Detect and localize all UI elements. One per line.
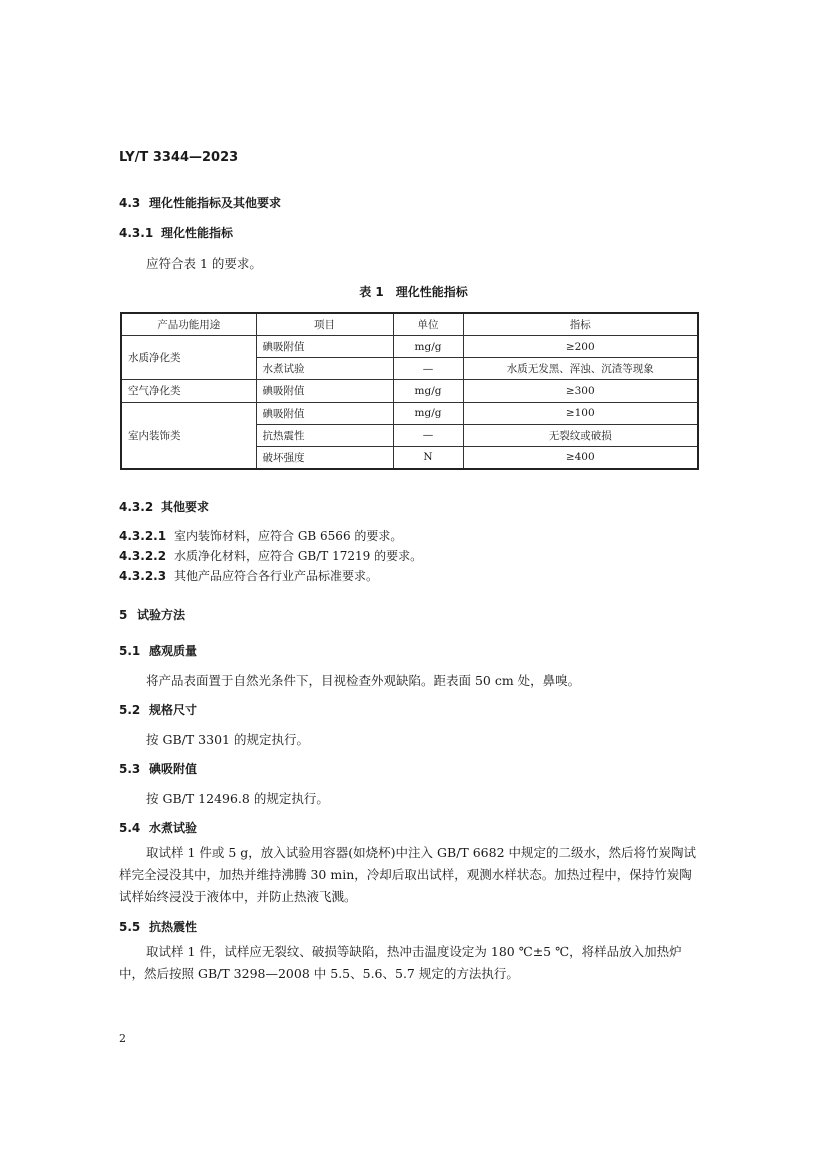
section-title: 碘吸附值 [149, 762, 198, 776]
section-5-1-heading [119, 642, 197, 659]
section-number: 4.3.2 [119, 500, 154, 514]
value-cell: ≥200 [463, 336, 698, 358]
section-number: 5.5 [119, 920, 141, 934]
section-title: 感观质量 [149, 644, 198, 658]
table-row [121, 380, 698, 402]
section-title: 其他要求 [161, 500, 210, 514]
section-4-3-2-heading [119, 498, 209, 515]
section-4-3-heading [119, 194, 281, 211]
section-5-5-paragraph [119, 941, 699, 985]
section-title: 抗热震性 [149, 920, 198, 934]
page-number: 2 [119, 1032, 126, 1045]
table-row [121, 402, 698, 424]
unit-cell: — [393, 358, 463, 380]
section-5-3-heading [119, 760, 197, 777]
item-text: 水质净化材料，应符合 GB/T 17219 的要求。 [174, 549, 423, 563]
list-item [119, 527, 402, 544]
section-4-3-1-text: 应符合表 1 的要求。 [146, 256, 262, 271]
section-5-5-heading [119, 918, 197, 935]
unit-cell: — [393, 424, 463, 446]
paragraph-line: 取试样 1 件或 5 g，放入试验用容器(如烧杯)中注入 GB/T 6682 中规定的二级水，然后将竹炭陶试 [146, 845, 697, 860]
section-title: 规格尺寸 [149, 703, 198, 717]
paragraph-line: 取试样 1 件，试样应无裂纹、破损等缺陷，热冲击温度设定为 180 ℃±5 ℃，将样品放入加热炉 [146, 944, 682, 959]
group-cell-air: 空气净化类 [121, 380, 256, 402]
list-item [119, 547, 422, 564]
standard-code: LY/T 3344—2023 [119, 150, 239, 165]
unit-cell: mg/g [393, 402, 463, 424]
section-5-3-text: 按 GB/T 12496.8 的规定执行。 [146, 791, 329, 806]
value-cell: ≥100 [463, 402, 698, 424]
section-number: 4.3.1 [119, 226, 154, 240]
value-cell: 水质无发黑、浑浊、沉渣等现象 [463, 358, 698, 380]
properties-table [120, 312, 699, 470]
section-5-4-paragraph [119, 842, 699, 908]
paragraph-line: 样完全浸没其中，加热并维持沸腾 30 min，冷却后取出试样，观测水样状态。加热过程中，保持竹炭陶 [119, 867, 692, 882]
unit-cell: mg/g [393, 380, 463, 402]
paragraph-line: 试样始终浸没于液体中，并防止热液飞溅。 [119, 889, 357, 904]
item-cell: 抗热震性 [256, 424, 393, 446]
section-title: 水煮试验 [149, 821, 198, 835]
section-number: 5.2 [119, 703, 141, 717]
unit-cell: N [393, 446, 463, 469]
table-row [121, 336, 698, 358]
value-cell: 无裂纹或破损 [463, 424, 698, 446]
section-4-3-1-heading [119, 224, 233, 241]
item-cell: 碘吸附值 [256, 336, 393, 358]
unit-cell: mg/g [393, 336, 463, 358]
list-item [119, 567, 378, 584]
section-5-2-text: 按 GB/T 3301 的规定执行。 [146, 732, 309, 747]
section-5-4-heading [119, 819, 197, 836]
item-number: 4.3.2.2 [119, 549, 167, 563]
header-cell: 项目 [256, 313, 393, 336]
group-cell-indoor: 室内装饰类 [121, 402, 256, 469]
section-title: 理化性能指标 [161, 226, 234, 240]
header-cell: 产品功能用途 [121, 313, 256, 336]
section-5-2-heading [119, 701, 197, 718]
section-number: 5.4 [119, 821, 141, 835]
item-number: 4.3.2.1 [119, 529, 167, 543]
section-5-1-text: 将产品表面置于自然光条件下，目视检查外观缺陷。距表面 50 cm 处，鼻嗅。 [146, 673, 581, 688]
section-number: 5.3 [119, 762, 141, 776]
item-text: 其他产品应符合各行业产品标准要求。 [174, 569, 379, 583]
item-text: 室内装饰材料，应符合 GB 6566 的要求。 [174, 529, 403, 543]
section-title: 理化性能指标及其他要求 [149, 196, 282, 210]
paragraph-line: 中，然后按照 GB/T 3298—2008 中 5.5、5.6、5.7 规定的方法执行。 [119, 966, 519, 981]
value-cell: ≥400 [463, 446, 698, 469]
section-number: 5.1 [119, 644, 141, 658]
item-number: 4.3.2.3 [119, 569, 167, 583]
table-header-row [121, 313, 698, 336]
section-number: 5 [119, 608, 128, 622]
group-cell-water: 水质净化类 [121, 336, 256, 380]
header-cell: 指标 [463, 313, 698, 336]
section-number: 4.3 [119, 196, 141, 210]
item-cell: 碘吸附值 [256, 402, 393, 424]
table-caption: 表 1 理化性能指标 [359, 285, 468, 299]
value-cell: ≥300 [463, 380, 698, 402]
item-cell: 水煮试验 [256, 358, 393, 380]
header-cell: 单位 [393, 313, 463, 336]
section-5-heading [119, 606, 185, 623]
item-cell: 碘吸附值 [256, 380, 393, 402]
item-cell: 破坏强度 [256, 446, 393, 469]
section-title: 试验方法 [137, 608, 186, 622]
